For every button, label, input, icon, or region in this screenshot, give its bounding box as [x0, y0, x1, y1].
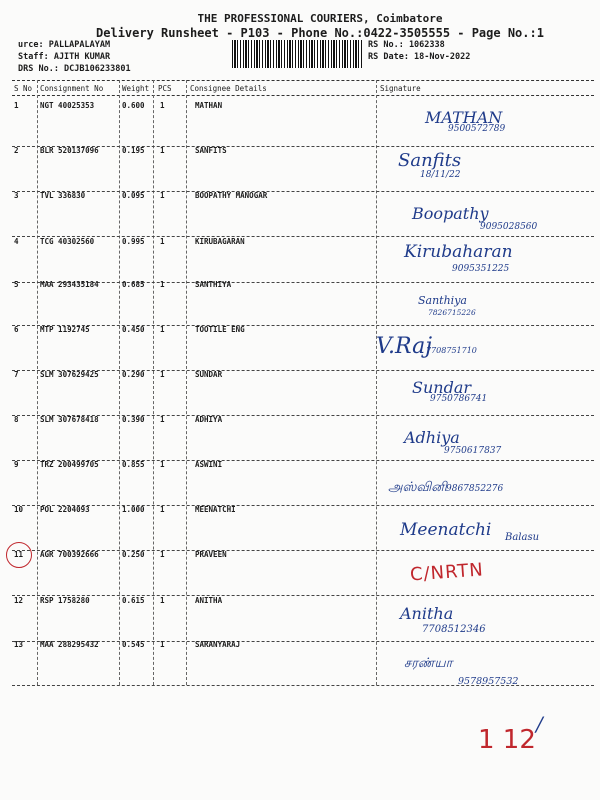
signature-phone: 18/11/22 — [420, 170, 461, 180]
row-sno: 11 — [14, 550, 24, 559]
row-consignee: PRAVEEN — [195, 550, 227, 559]
signature-phone: 9867852276 — [446, 484, 504, 494]
row-pcs: 1 — [160, 415, 165, 424]
table-row — [12, 280, 594, 326]
row-consignee: SARANYARAJ — [195, 640, 241, 649]
signature: Kirubaharan — [404, 242, 513, 262]
signature-phone: 9578957532 — [458, 676, 519, 687]
row-sno: 3 — [14, 191, 19, 200]
row-pcs: 1 — [160, 596, 165, 605]
row-consignment: SLM 307678418 — [40, 415, 99, 424]
row-consignee: SANTHIYA — [195, 280, 232, 289]
signature-phone: 9095028560 — [480, 222, 538, 232]
signature-phone: Balasu — [505, 532, 540, 543]
page-mark: 1 12 — [478, 725, 536, 755]
row-pcs: 1 — [160, 280, 165, 289]
row-sno: 13 — [14, 640, 24, 649]
row-consignment: MAA 293435184 — [40, 280, 99, 289]
row-pcs: 1 — [160, 191, 165, 200]
row-consignee: BOOPATHY MANOGAR — [195, 191, 268, 200]
row-weight: 0.290 — [122, 370, 145, 379]
row-consignment: BLR 520137096 — [40, 146, 99, 155]
row-pcs: 1 — [160, 505, 165, 514]
barcode — [232, 40, 362, 68]
company-title: THE PROFESSIONAL COURIERS, Coimbatore — [197, 12, 443, 25]
row-sno: 8 — [14, 415, 19, 424]
row-weight: 0.995 — [122, 237, 145, 246]
signature: Sanfits — [398, 150, 462, 171]
scribble-stroke: / — [536, 712, 543, 736]
signature: V.Raj — [376, 334, 433, 359]
table-row — [12, 415, 594, 461]
row-consignment: MAA 288295432 — [40, 640, 99, 649]
col-signature: Signature — [380, 84, 421, 93]
table-row — [12, 505, 594, 551]
row-sno: 6 — [14, 325, 19, 334]
runsheet-title: Delivery Runsheet - P103 - Phone No.:0422-3505555 - Page No.:1 — [96, 26, 544, 40]
row-consignment: AGR 700392666 — [40, 550, 99, 559]
table-row — [12, 146, 594, 192]
row-pcs: 1 — [160, 640, 165, 649]
row-sno: 2 — [14, 146, 19, 155]
row-weight: 0.615 — [122, 596, 145, 605]
rs-number: RS No.: 1062338 — [368, 40, 445, 50]
header-rule-top — [12, 80, 594, 81]
signature: Adhiya — [404, 428, 460, 447]
row-consignee: SUNDAR — [195, 370, 223, 379]
signature-phone: 7826715226 — [428, 308, 476, 317]
row-sno: 10 — [14, 505, 24, 514]
row-consignment: TRZ 200499705 — [40, 460, 99, 469]
row-pcs: 1 — [160, 325, 165, 334]
signature: Boopathy — [412, 204, 489, 223]
row-consignee: ADHIYA — [195, 415, 223, 424]
red-circle-mark — [6, 542, 32, 568]
row-sno: 4 — [14, 237, 19, 246]
row-consignment: TCG 40302560 — [40, 237, 95, 246]
row-weight: 0.390 — [122, 415, 145, 424]
header-rule-bottom — [12, 95, 594, 96]
table-row — [12, 550, 594, 596]
row-weight: 0.250 — [122, 550, 145, 559]
col-pcs: PCS — [158, 84, 172, 93]
col-weight: Weight — [122, 84, 150, 93]
row-sno: 9 — [14, 460, 19, 469]
signature-phone: 9500572789 — [448, 124, 506, 134]
rs-date: RS Date: 18-Nov-2022 — [368, 52, 471, 62]
row-weight: 0.545 — [122, 640, 145, 649]
row-weight: 0.685 — [122, 280, 145, 289]
col-sno: S No — [14, 84, 33, 93]
signature: அஸ்வினி — [388, 480, 447, 495]
row-consignment: POL 2204093 — [40, 505, 90, 514]
row-pcs: 1 — [160, 237, 165, 246]
row-sno: 1 — [14, 101, 19, 110]
drs-number: DRS No.: DCJB106233801 — [18, 64, 131, 74]
row-pcs: 1 — [160, 550, 165, 559]
row-weight: 0.450 — [122, 325, 145, 334]
row-consignee: TOOTILE ENG — [195, 325, 245, 334]
col-consignee: Consignee Details — [190, 84, 267, 93]
signature-phone: 7708512346 — [422, 624, 486, 635]
signature-phone: 7708751710 — [426, 346, 477, 355]
row-consignment: SLM 307629425 — [40, 370, 99, 379]
staff-name: Staff: AJITH KUMAR — [18, 52, 111, 62]
row-consignment: RSP 1758280 — [40, 596, 90, 605]
signature: சரண்யா — [404, 656, 453, 671]
row-pcs: 1 — [160, 146, 165, 155]
row-consignment: MTP 1192745 — [40, 325, 90, 334]
row-weight: 1.000 — [122, 505, 145, 514]
return-note: C/NRTN — [409, 559, 485, 586]
signature: MATHAN — [425, 108, 503, 127]
signature: Meenatchi — [400, 520, 492, 540]
row-pcs: 1 — [160, 101, 165, 110]
row-pcs: 1 — [160, 460, 165, 469]
table-row — [12, 460, 594, 506]
row-weight: 0.095 — [122, 191, 145, 200]
row-consignee: MEENATCHI — [195, 505, 236, 514]
row-consignment: TVL 336830 — [40, 191, 86, 200]
row-consignee: ANITHA — [195, 596, 223, 605]
signature: Santhiya — [418, 294, 467, 307]
signature-phone: 9750786741 — [430, 394, 488, 404]
row-pcs: 1 — [160, 370, 165, 379]
signature: Sundar — [412, 378, 471, 397]
row-sno: 12 — [14, 596, 24, 605]
table-row — [12, 101, 594, 147]
row-consignment: NGT 40025353 — [40, 101, 95, 110]
row-consignee: ASWINI — [195, 460, 223, 469]
table-row — [12, 596, 594, 642]
row-weight: 0.195 — [122, 146, 145, 155]
signature: Anitha — [400, 604, 454, 623]
row-sno: 7 — [14, 370, 19, 379]
row-weight: 0.600 — [122, 101, 145, 110]
table-row — [12, 325, 594, 371]
table-row — [12, 370, 594, 416]
row-consignee: KIRUBAGARAN — [195, 237, 245, 246]
row-weight: 0.855 — [122, 460, 145, 469]
row-consignee: MATHAN — [195, 101, 223, 110]
row-sno: 5 — [14, 280, 19, 289]
source-branch: urce: PALLAPALAYAM — [18, 40, 111, 50]
signature-phone: 9750617837 — [444, 446, 502, 456]
signature-phone: 9095351225 — [452, 264, 510, 274]
row-consignee: SANFITS — [195, 146, 227, 155]
col-consignment: Consignment No — [40, 84, 104, 93]
